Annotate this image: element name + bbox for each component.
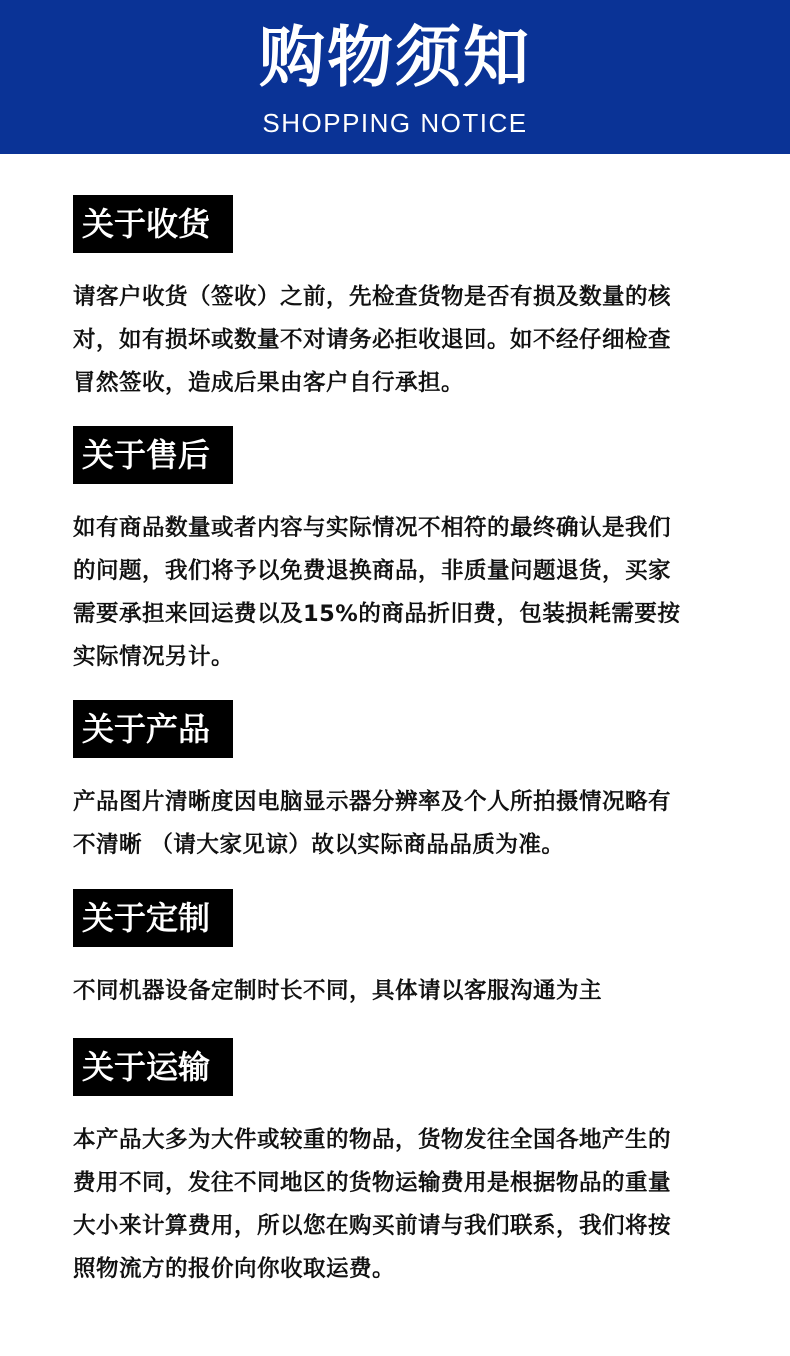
body-line: 本产品大多为大件或较重的物品，货物发往全国各地产生的 — [73, 1127, 672, 1153]
section-customization — [73, 889, 733, 1013]
section-body — [73, 781, 733, 867]
body-line: 如有商品数量或者内容与实际情况不相符的最终确认是我们 — [73, 515, 672, 541]
section-product — [73, 700, 733, 867]
section-body — [73, 1119, 733, 1291]
body-line: 产品图片清晰度因电脑显示器分辨率及个人所拍摄情况略有 — [73, 789, 672, 815]
section-receiving — [73, 195, 733, 405]
section-heading: 关于产品 — [73, 700, 233, 758]
body-line: 照物流方的报价向你收取运费。 — [73, 1256, 396, 1282]
section-heading: 关于售后 — [73, 426, 233, 484]
body-line: 大小来计算费用，所以您在购买前请与我们联系，我们将按 — [73, 1213, 672, 1239]
body-line: 冒然签收，造成后果由客户自行承担。 — [73, 370, 465, 396]
body-line: 需要承担来回运费以及15%的商品折旧费，包装损耗需要按 — [73, 601, 681, 627]
body-line: 实际情况另计。 — [73, 644, 235, 670]
body-line: 不清晰 （请大家见谅）故以实际商品品质为准。 — [73, 832, 565, 858]
section-heading: 关于收货 — [73, 195, 233, 253]
body-line: 费用不同，发往不同地区的货物运输费用是根据物品的重量 — [73, 1170, 672, 1196]
header-banner — [0, 0, 790, 154]
page-title: 购物须知 — [259, 19, 531, 96]
body-line: 对，如有损坏或数量不对请务必拒收退回。如不经仔细检查 — [73, 327, 672, 353]
page-subtitle: SHOPPING NOTICE — [262, 108, 528, 138]
section-heading: 关于运输 — [73, 1038, 233, 1096]
body-line: 请客户收货（签收）之前，先检查货物是否有损及数量的核 — [73, 284, 672, 310]
section-body — [73, 507, 733, 679]
body-line: 不同机器设备定制时长不同，具体请以客服沟通为主 — [73, 978, 603, 1004]
section-heading: 关于定制 — [73, 889, 233, 947]
section-body — [73, 970, 733, 1013]
section-after-sales — [73, 426, 733, 679]
section-shipping — [73, 1038, 733, 1291]
body-line: 的问题，我们将予以免费退换商品，非质量问题退货，买家 — [73, 558, 672, 584]
section-body — [73, 276, 733, 405]
